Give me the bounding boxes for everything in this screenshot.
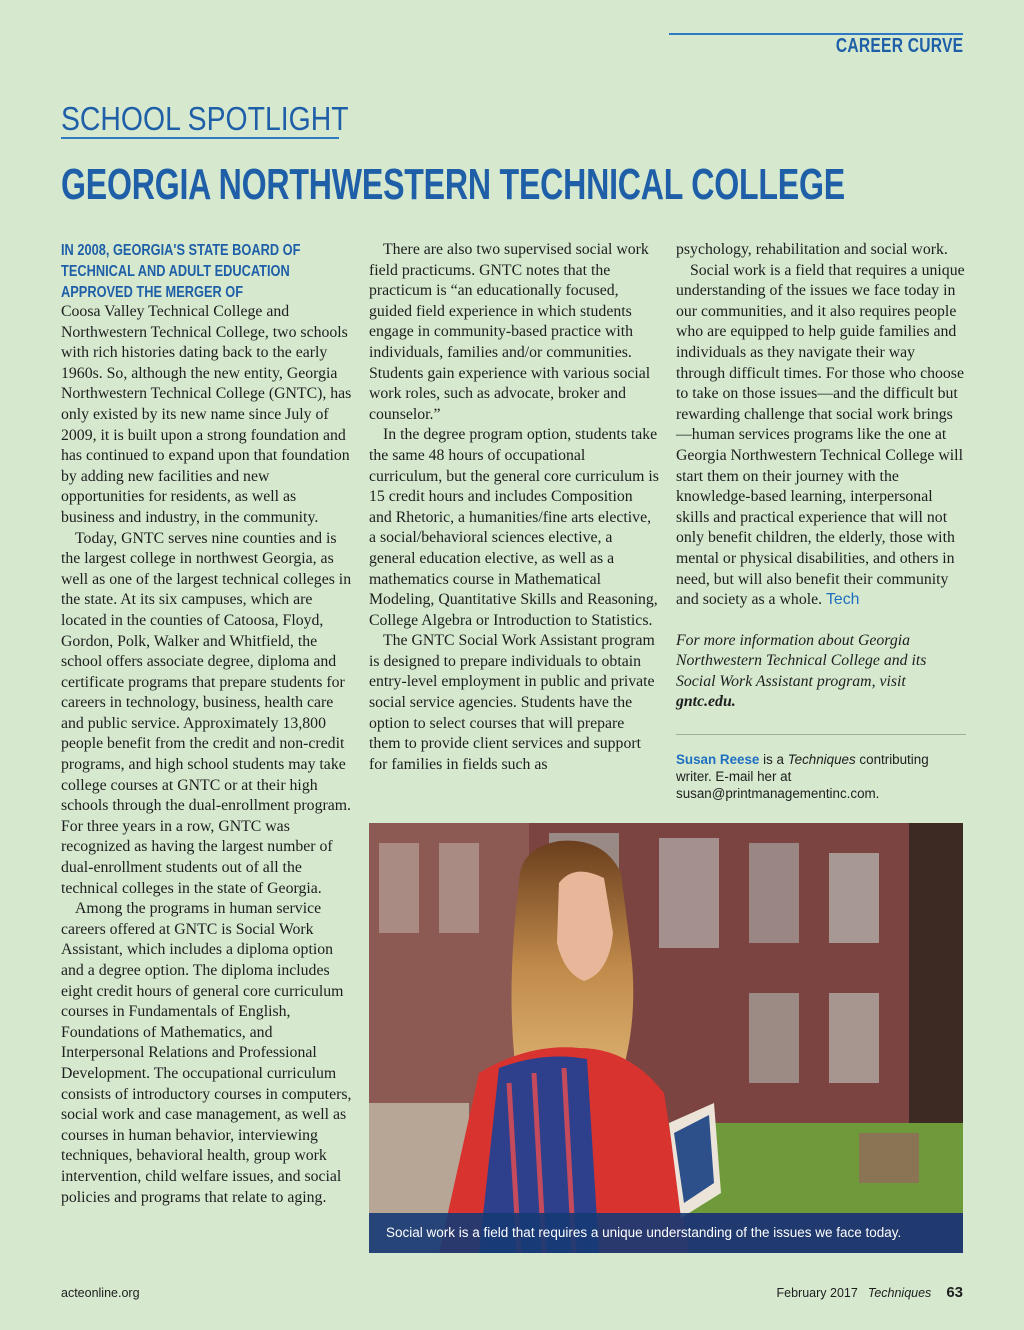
- bio-text-1: is a: [763, 752, 784, 768]
- paragraph: psychology, rehabilitation and social work.: [676, 241, 948, 258]
- article-title: GEORGIA NORTHWESTERN TECHNICAL COLLEGE: [61, 160, 845, 209]
- page-number: 63: [946, 1284, 963, 1301]
- student-photo-illustration: [369, 823, 963, 1253]
- info-note: [676, 631, 966, 713]
- bio-divider: [676, 734, 966, 735]
- section-label: CAREER CURVE: [835, 35, 963, 57]
- footer-date: February 2017: [776, 1286, 858, 1300]
- footer-site: acteonline.org: [61, 1286, 140, 1300]
- paragraph: Among the programs in human service careers offered at GNTC is Social Work Assistant, which includes a diploma option and a degree option. The diploma includes eight credit hours of general core curriculum courses in Fundamentals of English, Foundations of Mathematics, and Interpersonal Relations and Professional Development. The occupational curriculum consists of introductory courses in computers, social work and case management, as well as courses in human behavior, interviewing techniques, behavioral health, group work intervention, child welfare issues, and social policies and programs that relate to aging.: [61, 900, 352, 1206]
- info-text: For more information about Georgia Northwestern Technical College and its Social Work Assistant program, visit: [676, 631, 927, 690]
- kicker-text: SCHOOL SPOTLIGHT: [61, 100, 349, 137]
- paragraph-text: Social work is a field that requires a unique understanding of the issues we face today in our communities, and it also requires people who are equipped to help guide families and individuals as they navigate their way through difficult times. For those who choose to take on those issues—and the difficult but rewarding challenge that social work brings—human services programs like the one at Georgia Northwestern Technical College will start them on their journey with the knowledge-based learning, interpersonal skills and practical experience that will not only benefit children, the elderly, those with mental or physical disabilities, and others in need, but will also benefit their community and society as a whole.: [676, 261, 965, 609]
- paragraph: Coosa Valley Technical College and Northwestern Technical College, two schools with rich histories dating back to the early 1960s. So, although the new entity, Georgia Northwestern Technical College (GNTC), has only existed by its new name since July of 2009, it is built upon a strong foundation and has continued to expand upon that foundation by adding new facilities and new opportunities for residents, as well as business and industry, in the community.: [61, 303, 352, 526]
- column-2: [369, 240, 659, 775]
- footer-info: [777, 1284, 963, 1301]
- kicker: [61, 100, 349, 139]
- author-bio: [676, 751, 966, 802]
- column-1: [61, 240, 353, 1208]
- lead-text: IN 2008, GEORGIA'S STATE BOARD OF TECHNICAL AND ADULT EDUCATION APPROVED THE MERGER OF: [61, 242, 301, 301]
- bio-magazine: Techniques: [787, 752, 856, 768]
- end-mark: Tech: [826, 591, 860, 609]
- article-photo: [369, 823, 963, 1253]
- paragraph: In the degree program option, students take the same 48 hours of occupational curriculum, but the general core curriculum is 15 credit hours and includes Composition and Rhetoric, a humanities/fine arts elective, a social/behavioral sciences elective, a general education elective, as well as a mathematics course in Mathematical Modeling, Quantitative Skills and Reasoning, College Algebra or Introduction to Statistics.: [369, 426, 659, 629]
- bio-text-2: contributing writer. E-mail her at susan@printmanagementinc.com.: [676, 752, 929, 802]
- info-link[interactable]: gntc.edu.: [676, 693, 736, 711]
- paragraph: There are also two supervised social work field practicums. GNTC notes that the practicum is “an educationally focused, guided field experience in which students engage in community-based practice with individuals, families and/or communities. Students gain experience with various social work roles, such as advocate, broker and counselor.”: [369, 241, 651, 423]
- paragraph: [676, 261, 966, 611]
- paragraph: Today, GNTC serves nine counties and is the largest college in northwest Georgia, as well as one of the largest technical colleges in the state. At its six campuses, which are located in the counties of Catoosa, Floyd, Gordon, Polk, Walker and Whitfield, the school offers associate degree, diploma and certificate programs that prepare students for careers in technology, business, health care and public service. Approximately 13,800 people benefit from the credit and non-credit programs, and high school students may take college courses at GNTC or at their high schools through the dual-enrollment program. For three years in a row, GNTC was recognized as having the largest number of dual-enrollment students out of all the technical colleges in the state of Georgia.: [61, 529, 352, 897]
- photo-caption: Social work is a field that requires a unique understanding of the issues we face today.: [369, 1213, 963, 1253]
- column-3: [676, 240, 966, 802]
- footer-magazine: Techniques: [867, 1286, 932, 1300]
- author-name: Susan Reese: [676, 752, 760, 768]
- paragraph: The GNTC Social Work Assistant program is designed to prepare individuals to obtain entry-level employment in public and private social service agencies. Students have the option to select courses that will prepare them to provide client services and support for families in fields such as: [369, 632, 655, 773]
